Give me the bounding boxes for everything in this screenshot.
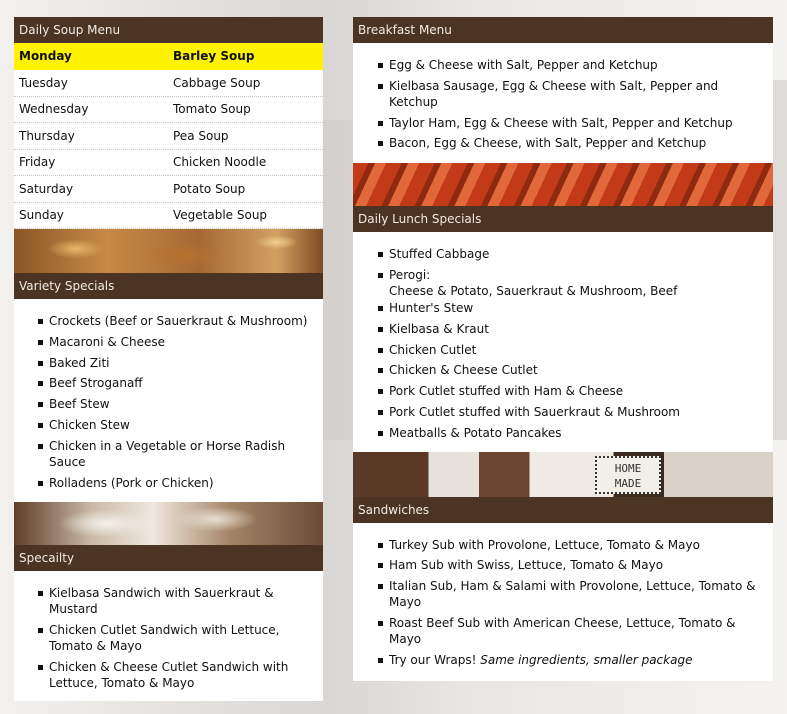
lunch-specials-header: Daily Lunch Specials [353, 206, 773, 232]
soup-row [14, 96, 323, 123]
list-item: Chicken Cutlet Sandwich with Lettuce, Tomato & Mayo [14, 622, 323, 654]
list-item: Beef Stew [14, 396, 323, 412]
soup-name: Chicken Noodle [168, 149, 323, 176]
list-item: Rolladens (Pork or Chicken) [14, 475, 323, 491]
sign-line: HOME [614, 461, 642, 475]
wraps-note: Same ingredients, smaller package [480, 652, 693, 667]
soup-day: Sunday [14, 202, 168, 229]
list-item: Macaroni & Cheese [14, 334, 323, 350]
soup-row [14, 202, 323, 229]
soup-row [14, 70, 323, 97]
left-column [14, 17, 323, 701]
soup-day: Monday [14, 43, 168, 70]
list-item: Meatballs & Potato Pancakes [353, 425, 773, 441]
soup-row [14, 123, 323, 150]
soup-menu-table [14, 43, 323, 229]
soup-day: Saturday [14, 176, 168, 203]
homemade-sign [595, 456, 661, 494]
soup-day: Friday [14, 149, 168, 176]
specialty-list [14, 571, 323, 700]
sign-line: MADE [614, 476, 642, 490]
variety-specials-header: Variety Specials [14, 273, 323, 299]
soup-name: Tomato Soup [168, 96, 323, 123]
soup-row [14, 176, 323, 203]
list-item-title: Perogi: [389, 267, 431, 282]
list-item: Turkey Sub with Provolone, Lettuce, Tomato & Mayo [353, 537, 773, 553]
list-item: Kielbasa & Kraut [353, 321, 773, 337]
list-item: Pork Cutlet stuffed with Sauerkraut & Mushroom [353, 404, 773, 420]
background-building-right [773, 80, 787, 440]
list-item: Stuffed Cabbage [353, 246, 773, 262]
soup-name: Vegetable Soup [168, 202, 323, 229]
list-item-detail: Cheese & Potato, Sauerkraut & Mushroom, Beef [389, 283, 678, 298]
soup-day: Thursday [14, 123, 168, 150]
food-photo-sandwich [14, 502, 323, 545]
list-item: Crockets (Beef or Sauerkraut & Mushroom) [14, 313, 323, 329]
list-item: Pork Cutlet stuffed with Ham & Cheese [353, 383, 773, 399]
list-item: Ham Sub with Swiss, Lettuce, Tomato & Mayo [353, 557, 773, 573]
variety-specials-list [14, 299, 323, 502]
list-item: Chicken Cutlet [353, 342, 773, 358]
list-item: Kielbasa Sandwich with Sauerkraut & Mustard [14, 585, 323, 617]
sandwiches-header: Sandwiches [353, 497, 773, 523]
list-item: Italian Sub, Ham & Salami with Provolone, Lettuce, Tomato & Mayo [353, 578, 773, 610]
list-item: Hunter's Stew [353, 300, 773, 316]
soup-row-today [14, 43, 323, 70]
list-item: Chicken & Cheese Cutlet [353, 362, 773, 378]
list-item [353, 267, 773, 299]
right-column [353, 17, 773, 681]
background-building [323, 120, 353, 440]
list-item: Chicken in a Vegetable or Horse Radish Sauce [14, 438, 323, 470]
list-item: Kielbasa Sausage, Egg & Cheese with Salt, Pepper and Ketchup [353, 78, 773, 110]
food-photo-bread [14, 229, 323, 273]
list-item: Taylor Ham, Egg & Cheese with Salt, Pepper and Ketchup [353, 115, 773, 131]
food-photo-kielbasa [353, 163, 773, 206]
list-item: Beef Stroganaff [14, 375, 323, 391]
food-photo-homemade [353, 452, 773, 497]
list-item: Roast Beef Sub with American Cheese, Lettuce, Tomato & Mayo [353, 615, 773, 647]
soup-day: Wednesday [14, 96, 168, 123]
lunch-specials-list [353, 232, 773, 451]
list-item [353, 652, 773, 668]
list-item: Chicken Stew [14, 417, 323, 433]
list-item: Egg & Cheese with Salt, Pepper and Ketchup [353, 57, 773, 73]
soup-name: Cabbage Soup [168, 70, 323, 97]
sandwiches-list [353, 523, 773, 681]
breakfast-list [353, 43, 773, 163]
soup-menu-header: Daily Soup Menu [14, 17, 323, 43]
list-item: Baked Ziti [14, 355, 323, 371]
list-item: Chicken & Cheese Cutlet Sandwich with Lettuce, Tomato & Mayo [14, 659, 323, 691]
soup-name: Barley Soup [168, 43, 323, 70]
soup-name: Pea Soup [168, 123, 323, 150]
soup-day: Tuesday [14, 70, 168, 97]
soup-name: Potato Soup [168, 176, 323, 203]
soup-row [14, 149, 323, 176]
wraps-text: Try our Wraps! [389, 652, 477, 667]
specialty-header: Specailty [14, 545, 323, 571]
breakfast-menu-header: Breakfast Menu [353, 17, 773, 43]
list-item: Bacon, Egg & Cheese, with Salt, Pepper and Ketchup [353, 135, 773, 151]
